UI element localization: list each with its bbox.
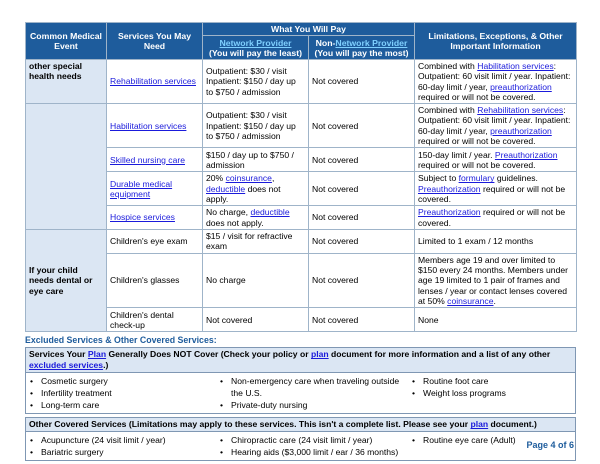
network-note: (You will pay the least) [208, 47, 302, 58]
coinsurance-link[interactable]: coinsurance [225, 173, 272, 184]
plan-link[interactable]: Plan [87, 349, 107, 360]
service-name: Children's glasses [107, 253, 203, 307]
limitations-cell: Members age 19 and over limited to $150 every 24 months. Members under age 19 limited to 1 pair of frames and lenses / year or contact lenses covered at 50% coinsurance. [415, 253, 577, 307]
in-network-cost: Outpatient: $30 / visit Inpatient: $150 / day up to $750 / admission [203, 60, 309, 104]
service-rehabilitation-link[interactable]: Rehabilitation services [110, 76, 196, 87]
table-row [26, 104, 577, 148]
not-covered-list-1 [29, 375, 219, 411]
event-other-special: other special health needs [26, 60, 107, 104]
header-network [203, 36, 309, 60]
event-child-dental-eye: If your child needs dental or eye care [26, 229, 107, 331]
deductible-link[interactable]: deductible [206, 183, 246, 194]
preauthorization-link[interactable]: Preauthorization [418, 207, 481, 218]
in-network-cost: $15 / visit for refractive exam [203, 229, 309, 253]
page-number: Page 4 of 6 [526, 440, 574, 450]
list-item: • Non-emergency care when traveling outside the U.S. [219, 375, 411, 399]
header-services: Services You May Need [107, 23, 203, 60]
list-item: • Acupuncture (24 visit limit / year) [29, 434, 219, 446]
non-prefix: Non- [315, 37, 336, 48]
service-dme-link[interactable]: Durable medical equipment [110, 178, 173, 199]
non-network-provider-link[interactable]: Network Provider [335, 37, 408, 48]
limitations-cell: None [415, 308, 577, 332]
deductible-link[interactable]: deductible [250, 207, 290, 218]
limitations-cell: 150-day limit / year. Preauthorization required or will not be covered. [415, 148, 577, 172]
limitations-cell: Limited to 1 exam / 12 months [415, 229, 577, 253]
not-covered-header: Services Your Plan Generally Does NOT Cover (Check your policy or plan document for more information and a list of any other excluded services.) [26, 348, 575, 373]
in-network-cost: $150 / day up to $750 / admission [203, 148, 309, 172]
formulary-link[interactable]: formulary [458, 173, 495, 184]
non-network-note: (You will pay the most) [314, 47, 409, 58]
table-row [26, 172, 577, 206]
preauthorization-link[interactable]: preauthorization [490, 81, 552, 92]
service-habilitation-link[interactable]: Habilitation services [110, 120, 187, 131]
network-provider-link[interactable]: Network Provider [219, 37, 292, 48]
table-row [26, 308, 577, 332]
list-item: • Infertility treatment [29, 387, 219, 399]
out-network-cost: Not covered [309, 60, 415, 104]
table-row [26, 206, 577, 230]
header-what-you-pay: What You Will Pay [203, 23, 415, 36]
habilitation-link[interactable]: Habilitation services [477, 61, 554, 71]
rehabilitation-link[interactable]: Rehabilitation services [477, 105, 564, 116]
table-row [26, 60, 577, 104]
list-item: • Hearing aids ($3,000 limit / ear / 36 months) [219, 446, 411, 458]
limitations-cell: Combined with Rehabilitation services: Outpatient: 60 visit limit / year. Inpatient: 60-day limit / year, preauthorization required or will not be covered. [415, 104, 577, 148]
preauthorization-link[interactable]: Preauthorization [494, 149, 558, 160]
list-item: • Weight loss programs [411, 387, 571, 399]
table-row [26, 148, 577, 172]
list-item: • Chiropractic care (24 visit limit / year) [219, 434, 411, 446]
limitations-cell: Combined with Habilitation services: Outpatient: 60 visit limit / year. Inpatient: 60-day limit / year, preauthorization required or will not be covered. [415, 60, 577, 104]
table-row [26, 229, 577, 253]
coinsurance-link[interactable]: coinsurance [447, 296, 494, 307]
other-covered-list-1 [29, 434, 219, 458]
other-covered-list-2 [219, 434, 411, 458]
list-item: • Private-duty nursing [219, 399, 411, 411]
in-network-cost: Not covered [203, 308, 309, 332]
preauthorization-link[interactable]: preauthorization [490, 125, 552, 136]
in-network-cost: Outpatient: $30 / visit Inpatient: $150 / day up to $750 / admission [203, 104, 309, 148]
out-network-cost: Not covered [309, 308, 415, 332]
other-covered-header: Other Covered Services (Limitations may apply to these services. This isn't a complete list. Please see your plan document.) [26, 418, 575, 432]
list-item: • Bariatric surgery [29, 446, 219, 458]
limitations-cell: Subject to formulary guidelines. Preauthorization required or will not be covered. [415, 172, 577, 206]
list-item: • Cosmetic surgery [29, 375, 219, 387]
plan-link[interactable]: plan [470, 419, 489, 430]
out-network-cost: Not covered [309, 206, 415, 230]
preauthorization-link[interactable]: Preauthorization [418, 183, 481, 194]
not-covered-list-3 [411, 375, 571, 411]
header-event: Common Medical Event [26, 23, 107, 60]
coverage-table [25, 22, 577, 332]
plan-link[interactable]: plan [310, 349, 329, 360]
list-item: • Long-term care [29, 399, 219, 411]
not-covered-list-2 [219, 375, 411, 411]
header-non-network [309, 36, 415, 60]
excluded-services-title: Excluded Services & Other Covered Services: [25, 335, 217, 346]
out-network-cost: Not covered [309, 229, 415, 253]
header-limitations: Limitations, Exceptions, & Other Important Information [415, 23, 577, 60]
not-covered-box [25, 347, 576, 414]
other-covered-box [25, 417, 576, 461]
excluded-services-link[interactable]: excluded services [29, 360, 104, 371]
service-name: Children's eye exam [107, 229, 203, 253]
table-row [26, 253, 577, 307]
out-network-cost: Not covered [309, 253, 415, 307]
list-item: • Routine eye care (Adult) [411, 434, 571, 446]
out-network-cost: Not covered [309, 148, 415, 172]
in-network-cost: 20% coinsurance, deductible does not apply. [203, 172, 309, 206]
in-network-cost: No charge, deductible does not apply. [203, 206, 309, 230]
service-skilled-nursing-link[interactable]: Skilled nursing care [110, 154, 185, 165]
out-network-cost: Not covered [309, 172, 415, 206]
list-item: • Routine foot care [411, 375, 571, 387]
limitations-cell: Preauthorization required or will not be covered. [415, 206, 577, 230]
service-hospice-link[interactable]: Hospice services [110, 212, 175, 223]
in-network-cost: No charge [203, 253, 309, 307]
out-network-cost: Not covered [309, 104, 415, 148]
sbc-page [25, 22, 576, 464]
service-name: Children's dental check-up [107, 308, 203, 332]
